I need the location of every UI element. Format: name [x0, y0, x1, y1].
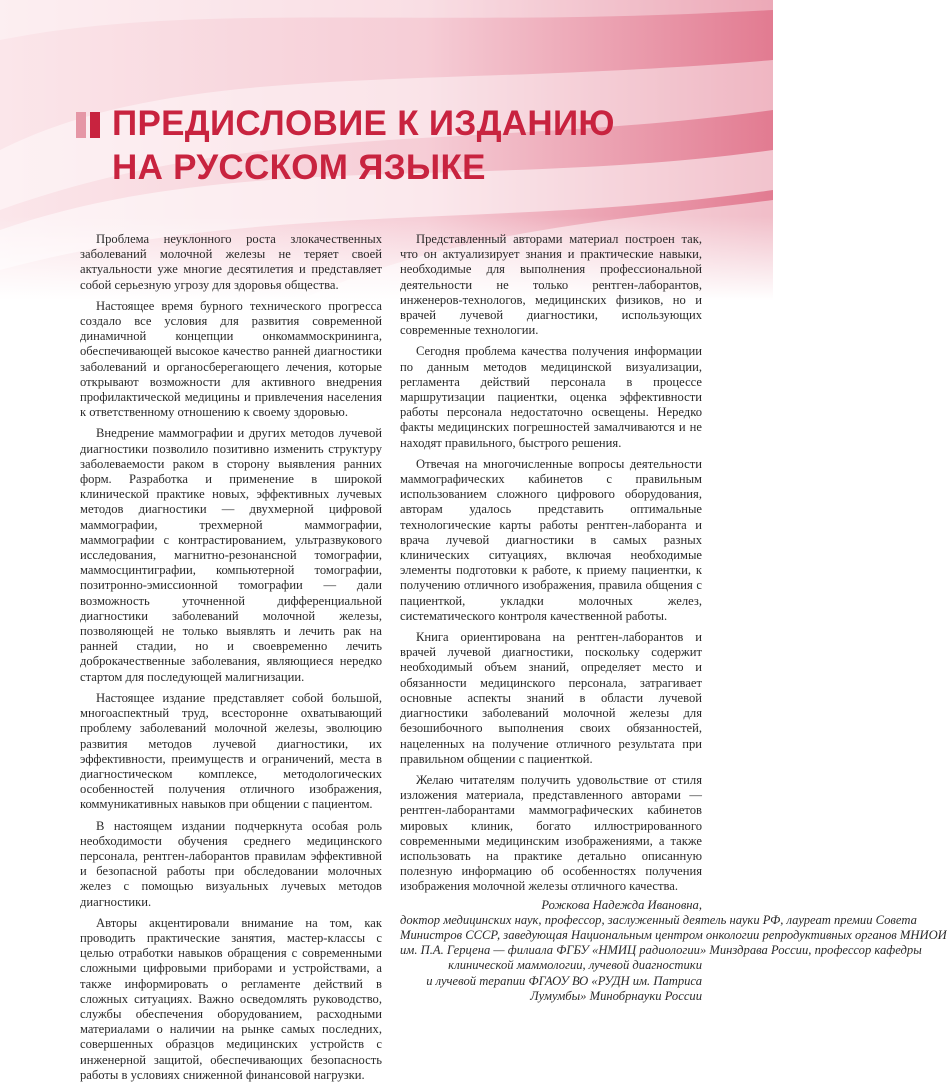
paragraph: Внедрение маммографии и других методов лучевой диагностики позволило позитивно изменить структуру заболеваемости раком в сторону выявления ранних форм. Разработка и применение в широкой клинической практике новых, эффективных лучевых методов диагностики — двухмерной цифровой маммографии, трехмерной маммографии, маммографии с контрастированием, ультразвукового исследования, магнитно-резонансной томографии, маммосцинтиграфии, компьютерной томографии, позитронно-эмиссионной томографии — дали возможность уточненной дифференциальной диагностики заболеваний молочной железы, позволяющей не только выявлять и лечить рак на ранней стадии, но и своевременно лечить доброкачественные заболевания, являющиеся нередко стартом для последующей малигнизации.: [80, 426, 382, 684]
signature-line: им. П.А. Герцена — филиала ФГБУ «НМИЦ радиологии» Минздрава России, профессор кафедры: [400, 943, 922, 958]
title-marker: [76, 112, 100, 138]
title-line: НА РУССКОМ ЯЗЫКЕ: [112, 148, 486, 187]
paragraph: В настоящем издании подчеркнута особая роль необходимости обучения среднего медицинского персонала, рентген-лаборантов правилам эффективной и безопасной работы при обследовании молочных желез с помощью визуальных лучевых методов диагностики.: [80, 818, 382, 909]
signature-line: Лумумбы» Минобрнауки России: [530, 988, 702, 1003]
right-column: [400, 232, 947, 1004]
paragraph: Проблема неуклонного роста злокачественных заболеваний молочной железы не теряет своей актуальности уже многие десятилетия и представляет собой серьезную угрозу для здоровья общества.: [80, 232, 382, 292]
page-heading: [76, 102, 615, 190]
title-line: ПРЕДИСЛОВИЕ К ИЗДАНИЮ: [112, 104, 615, 143]
paragraph: Книга ориентирована на рентген-лаборантов и врачей лучевой диагностики, поскольку содержит необходимый объем знаний, определяет место и обязанности медицинского персонала, затрагивает основные аспекты знаний в области лучевой диагностики заболеваний молочной железы для безошибочного выполнения своих обязанностей, нацеленных на получение отличного результата при правильном общении с пациенткой.: [400, 630, 702, 766]
signature-line: Рожкова Надежда Ивановна,: [541, 897, 702, 912]
page-title: [112, 102, 615, 190]
paragraph: Настоящее время бурного технического прогресса создало все условия для развития современной динамичной концепции онкомаммоскрининга, обеспечивающей высокое качество ранней диагностики заболеваний и органосберегающего лечения, которые открывают возможности для активного внедрения профилактической медицины и привлечения населения к ответственному отношению к своему здоровью.: [80, 298, 382, 420]
signature-line: доктор медицинских наук, профессор, заслуженный деятель науки РФ, лауреат премии Совета: [400, 912, 917, 927]
title-marker-light: [76, 112, 86, 138]
paragraph: Отвечая на многочисленные вопросы деятельности маммографических кабинетов с правильным использованием сложного цифрового оборудования, авторам удалось представить оптимальные технологические карты работы рентген-лаборанта и врача лучевой диагностики в самых разных клинических ситуациях, включая необходимые элементы подготовки к работе, к приему пациентки, к получению отличного изображения, правила общения с пациенткой, укладки молочных желез, систематического контроля качественной работы.: [400, 456, 702, 623]
paragraph: Настоящее издание представляет собой большой, многоаспектный труд, всесторонне охватывающий проблему заболеваний молочной железы, эволюцию развития методов лучевой диагностики, их эффективности, преимуществ и ограничений, места в диагностическом комплексе, методологических особенностей получения отличного изображения, коммуникативных навыков при общении с пациентом.: [80, 690, 382, 812]
paragraph: Представленный авторами материал построен так, что он актуализирует знания и практические навыки, необходимые для выполнения профессиональной деятельности не только рентген-лаборантов, инженеров-технологов, медицинских физиков, но и врачей лучевой диагностики, использующих современные технологии.: [400, 232, 702, 338]
title-marker-dark: [90, 112, 100, 138]
signature: [400, 897, 947, 1004]
paragraph: Сегодня проблема качества получения информации по данным методов медицинской визуализации, регламента действий персонала в процессе маршрутизации пациентки, оценка эффективности работы персонала недостаточно освещены. Нередко факты медицинских погрешностей замалчиваются и не находят правильного, быстрого решения.: [400, 344, 702, 450]
paragraph: Желаю читателям получить удовольствие от стиля изложения материала, представленного авторами — рентген-лаборантами маммографических кабинетов мировых клиник, богато иллюстрированного современными медицинским изображениями, а также использовать на практике детально описанную полезную информацию об особенностях получения изображения молочной железы отличного качества.: [400, 772, 702, 894]
paragraph: Авторы акцентировали внимание на том, как проводить практические занятия, мастер-классы с целью отработки навыков обращения с современными сложными цифровыми приборами и устройствами, а также информировать о регламенте действий в сложных ситуациях. Важно осведомлять руководство, службы обеспечения оборудованием, расходными материалами о наличии на рынке самых последних, совершенных образцов медицинских устройств с инженерной защитой, обеспечивающих безопасность работы в условиях сниженной финансовой нагрузки.: [80, 915, 382, 1082]
signature-line: Министров СССР, заведующая Национальным центром онкологии репродуктивных органов МНИОИ: [400, 927, 947, 942]
signature-line: клинической маммологии, лучевой диагностики: [448, 958, 702, 973]
left-column: [80, 232, 382, 1089]
signature-line: и лучевой терапии ФГАОУ ВО «РУДН им. Патриса: [426, 973, 702, 988]
